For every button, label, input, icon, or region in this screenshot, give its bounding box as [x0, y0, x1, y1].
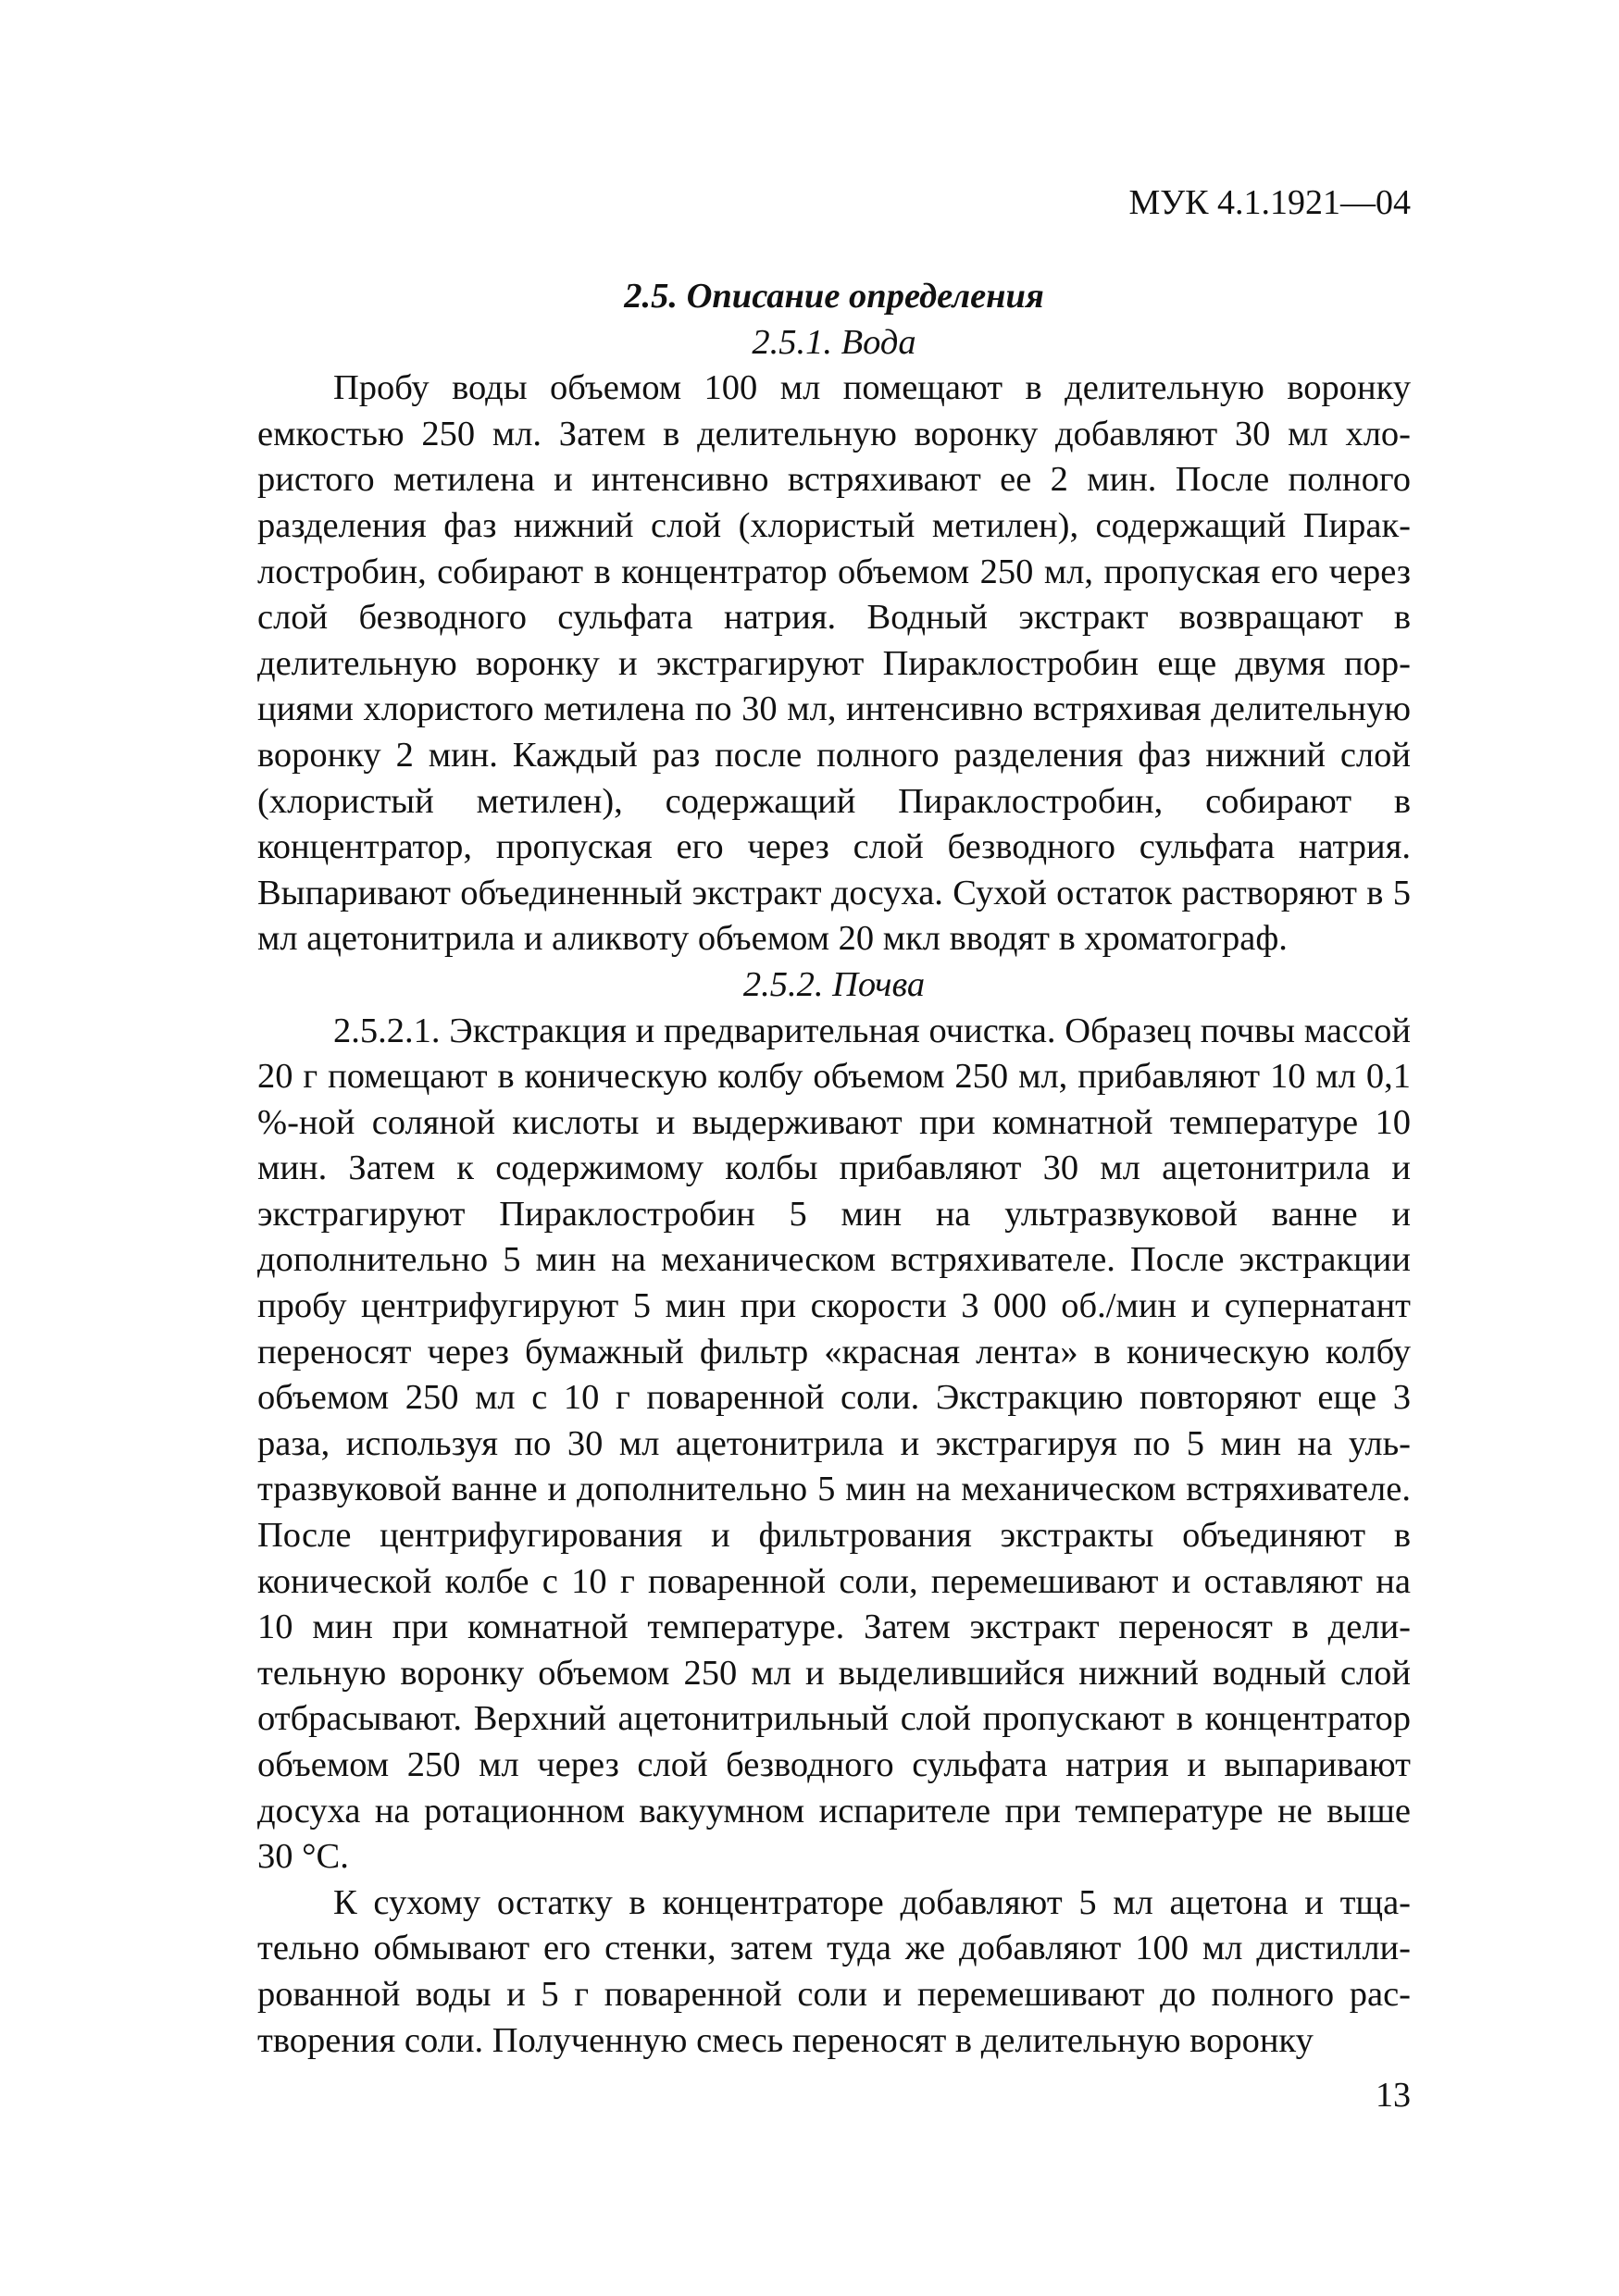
- document-code-header: МУК 4.1.1921—04: [1128, 183, 1411, 222]
- page-content: [257, 274, 1411, 2064]
- page-number: 13: [1376, 2076, 1411, 2115]
- subsection-title-soil: 2.5.2. Почва: [742, 964, 926, 1004]
- section-title: 2.5. Описание определения: [624, 277, 1044, 316]
- subsection-title-water: 2.5.1. Вода: [752, 322, 916, 362]
- paragraph-soil-continuation: К сухому остатку в концентраторе добавляют 5 мл ацетона и тщательно обмывают его стенки, затем туда же добавляют 100 мл дистиллированной воды и 5 г поваренной соли и перемешивают до полного растворения соли. Полученную смесь переносят в делительную воронку: [257, 1882, 1411, 2060]
- paragraph-soil-extraction: 2.5.2.1. Экстракция и предварительная очистка. Образец почвы массой 20 г помещают в коническую колбу объемом 250 мл, прибавляют 10 мл 0,1 %-ной соляной кислоты и выдерживают при комнатной температуре 10 мин. Затем к содержимому колбы прибавляют 30 мл ацетонитрила и экстрагируют Пираклостробин 5 мин на ультразвуковой ванне и дополнительно 5 мин на механическом встряхивателе. После экстракции пробу центрифугируют 5 мин при скорости 3 000 об./мин и супернатант переносят через бумажный фильтр «красная лента» в коническую колбу объемом 250 мл с 10 г поваренной соли. Экстракцию повторяют еще 3 раза, используя по 30 мл ацетонитрила и экстрагируя по 5 мин на ультразвуковой ванне и дополнительно 5 мин на механическом встряхивателе. После центрифугирования и фильтрования экстракты объединяют в конической колбе с 10 г поваренной соли, перемешивают и оставляют на 10 мин при комнатной температуре. Затем экстракт переносят в делительную воронку объемом 250 мл и выделившийся нижний водный слой отбрасывают. Верхний ацетонитрильный слой пропускают в концентратор объемом 250 мл через слой безводного сульфата натрия и выпаривают досуха на ротационном вакуумном испарителе при температуре не выше 30 °С.: [257, 1011, 1411, 1877]
- paragraph-water: Пробу воды объемом 100 мл помещают в делительную воронку емкостью 250 мл. Затем в делительную воронку добавляют 30 мл хлористого метилена и интенсивно встряхивают ее 2 мин. После полного разделения фаз нижний слой (хлористый метилен), содержащий Пираклостробин, собирают в концентратор объемом 250 мл, пропуская его через слой безводного сульфата натрия. Водный экстракт возвращают в делительную воронку и экстрагируют Пираклостробин еще двумя порциями хлористого метилена по 30 мл, интенсивно встряхивая делительную воронку 2 мин. Каждый раз после полного разделения фаз нижний слой (хлористый метилен), содержащий Пираклостробин, собирают в концентратор, пропуская его через слой безводного сульфата натрия. Выпаривают объединенный экстракт досуха. Сухой остаток растворяют в 5 мл ацетонитрила и аликвоту объемом 20 мкл вводят в хроматограф.: [257, 368, 1411, 959]
